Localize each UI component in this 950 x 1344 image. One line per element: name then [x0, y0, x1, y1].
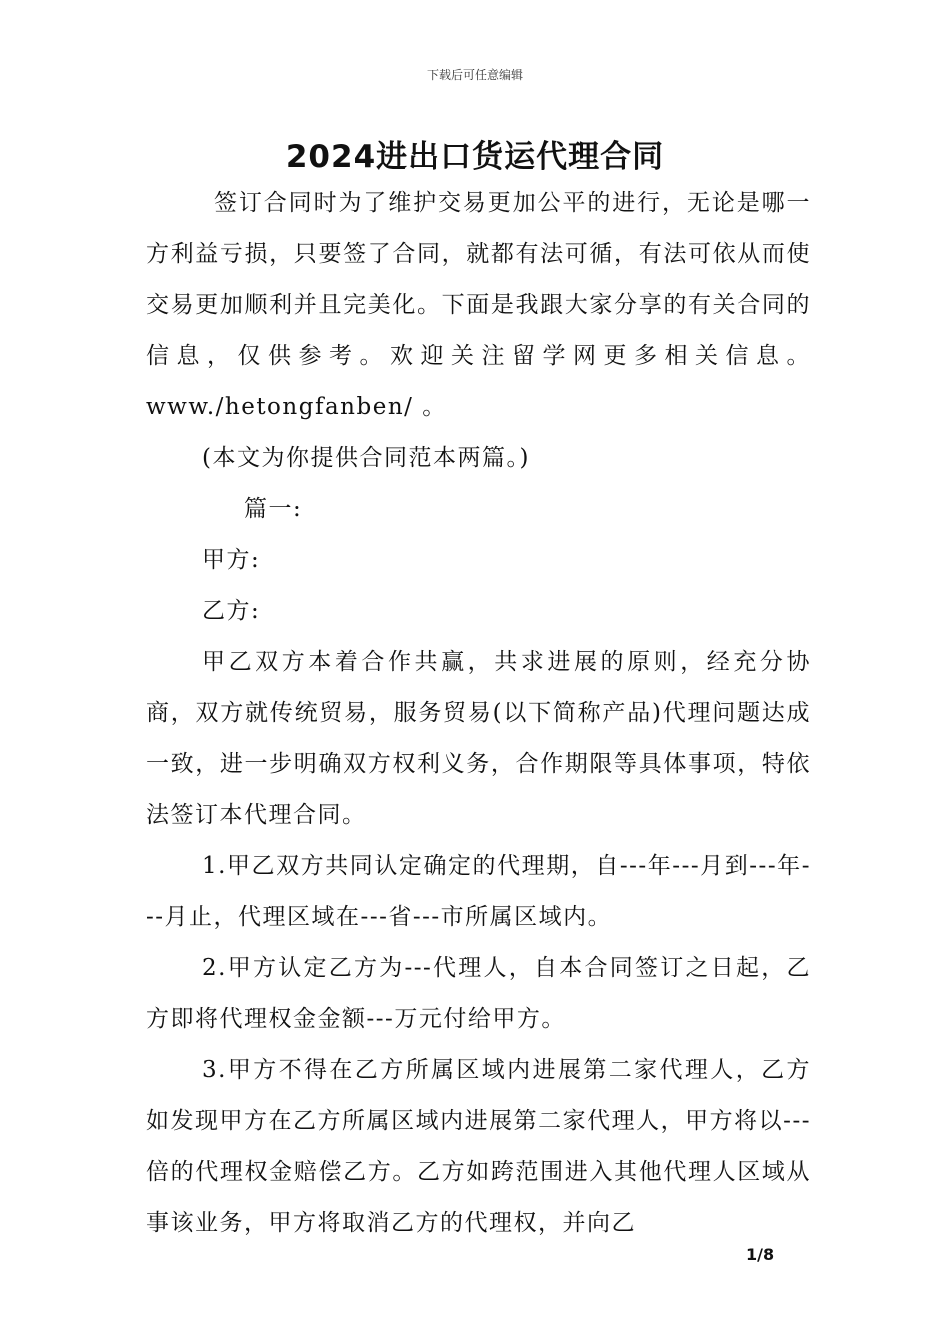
party-a-label: 甲方:: [202, 547, 261, 573]
clause-3: 3.甲方不得在乙方所属区域内进展第二家代理人，乙方如发现甲方在乙方所属区域内进展第二家代理人，甲方将以---倍的代理权金赔偿乙方。乙方如跨范围进入其他代理人区域从事该业务，甲方将取消乙方的代理权，并向乙: [146, 1057, 811, 1236]
page-number: 1/8: [746, 1245, 775, 1264]
note-paragraph: (本文为你提供合同范本两篇。): [202, 445, 530, 471]
document-title: 2024进出口货运代理合同: [285, 139, 665, 175]
party-b-label: 乙方:: [202, 598, 261, 624]
clause-1: 1.甲乙双方共同认定确定的代理期，自---年---月到---年---月止，代理区域在---省---市所属区域内。: [146, 853, 811, 930]
clause-2: 2.甲方认定乙方为---代理人，自本合同签订之日起，乙方即将代理权金金额---万元付给甲方。: [146, 955, 811, 1032]
header-note: 下载后可任意编辑: [426, 68, 523, 82]
document-body: [146, 178, 811, 1249]
preamble-paragraph: 甲乙双方本着合作共赢，共求进展的原则，经充分协商，双方就传统贸易，服务贸易(以下简称产品)代理问题达成一致，进一步明确双方权利义务，合作期限等具体事项，特依法签订本代理合同。: [146, 649, 811, 828]
intro-paragraph: 签订合同时为了维护交易更加公平的进行，无论是哪一方利益亏损，只要签了合同，就都有法可循，有法可依从而使交易更加顺利并且完美化。下面是我跟大家分享的有关合同的信息，仅供参考。欢迎关注留学网更多相关信息。www./hetongfanben/ 。: [146, 190, 811, 420]
section-heading: 篇一:: [244, 496, 303, 522]
